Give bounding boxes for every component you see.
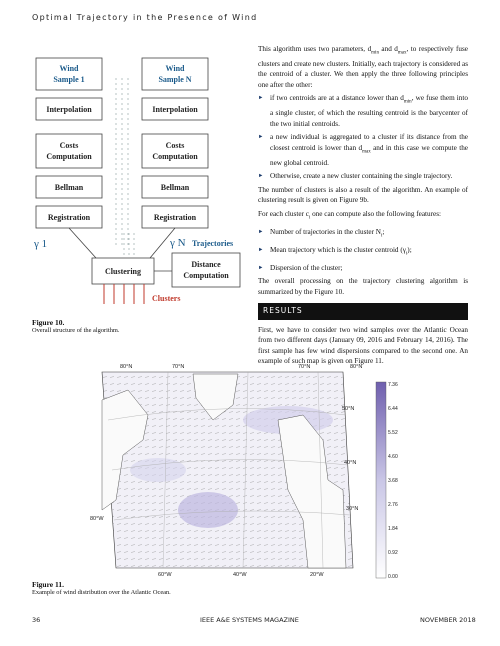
svg-text:50°N: 50°N: [342, 406, 355, 412]
trajectories-label: Trajectories: [192, 239, 234, 248]
svg-text:Computation: Computation: [183, 271, 229, 280]
issue-date: NOVEMBER 2018: [420, 616, 476, 624]
svg-text:Costs: Costs: [165, 141, 185, 150]
svg-text:40°N: 40°N: [344, 460, 357, 466]
wind-map: [88, 360, 410, 582]
colorbar-tick-label: 5.52: [388, 430, 398, 436]
clusters-label: Clusters: [152, 294, 181, 303]
svg-text:Bellman: Bellman: [54, 183, 84, 192]
gamma-n-label: γ N: [170, 237, 186, 249]
colorbar-tick-label: 7.36: [388, 382, 398, 388]
svg-text:Computation: Computation: [46, 152, 92, 161]
page-number: 36: [32, 616, 41, 624]
svg-text:80°W: 80°W: [90, 516, 104, 522]
list-item: ► if two centroids are at a distance lower than $d_{min}$, we fuse them into a single cluster, of which the resulting centroid is the barycenter of the two initial centroids.: [258, 93, 468, 129]
svg-text:70°N: 70°N: [172, 364, 185, 370]
results-heading: RESULTS: [258, 303, 468, 320]
svg-text:40°W: 40°W: [233, 572, 247, 578]
svg-text:Distance: Distance: [191, 260, 221, 269]
paragraph-4: The overall processing on the trajectory clustering algorithm is summarized by the Figure 10.: [258, 277, 468, 296]
figure-11: [88, 360, 410, 587]
right-column: [258, 44, 468, 370]
running-title: Optimal Trajectory in the Presence of Wind: [32, 13, 258, 22]
paragraph-1: This algorithm uses two parameters, $d_{min}$ and $d_{max}$, to respectively fuse clusters and create new clusters. Initially, each trajectory is considered as the centroid of a cluster. We then apply the three following principles one after the other:: [258, 45, 468, 89]
figure-11-caption: Figure 11. Example of wind distribution over the Atlantic Ocean.: [32, 580, 171, 596]
wind-sample-n-box: [142, 58, 208, 90]
gamma-1-label: γ 1: [34, 238, 48, 250]
list-item: ► a new individual is aggregated to a cluster if its distance from the closest centroid is lower than $d_{max}$ and in this case we compute the new global centroid.: [258, 132, 468, 168]
svg-text:70°N: 70°N: [298, 364, 311, 370]
svg-text:Wind: Wind: [59, 64, 79, 73]
svg-text:80°N: 80°N: [350, 364, 363, 370]
colorbar-tick-label: 0.92: [388, 550, 398, 556]
paragraph-2: The number of clusters is also a result of the algorithm. An example of clustering result is given on Figure 9b.: [258, 185, 468, 205]
paragraph-3: For each cluster $c_i$ one can compute also the following features:: [258, 209, 442, 221]
costs-box-n: [142, 134, 208, 168]
svg-text:Clustering: Clustering: [105, 267, 141, 276]
svg-text:20°W: 20°W: [310, 572, 324, 578]
svg-text:Interpolation: Interpolation: [46, 105, 92, 114]
algorithm-diagram: [32, 48, 247, 313]
figure-10: [32, 48, 247, 318]
colorbar-tick-label: 3.68: [388, 478, 398, 484]
svg-text:80°N: 80°N: [120, 364, 133, 370]
colorbar-tick-label: 4.60: [388, 454, 398, 460]
svg-text:Interpolation: Interpolation: [152, 105, 198, 114]
svg-text:Bellman: Bellman: [160, 183, 190, 192]
svg-text:Wind: Wind: [165, 64, 185, 73]
svg-text:Sample 1: Sample 1: [53, 75, 85, 84]
distance-box: [172, 253, 240, 287]
svg-text:Registration: Registration: [153, 213, 197, 222]
svg-text:Sample N: Sample N: [158, 75, 192, 84]
svg-text:30°N: 30°N: [346, 506, 359, 512]
paragraph-5: First, we have to consider two wind samples over the Atlantic Ocean from two different days (January 09, 2016 and February 14, 2016). The first sample has few wind dispersions compared to the second one. An example of such map is given on Figure 11.: [258, 325, 468, 366]
list-item: ► Dispersion of the cluster;: [258, 263, 468, 274]
list-item: ► Mean trajectory which is the cluster centroid $(\gamma_i)$;: [258, 245, 468, 260]
figure-10-caption: Figure 10. Overall structure of the algorithm.: [32, 318, 120, 334]
colorbar-tick-label: 1.84: [388, 526, 398, 532]
colorbar-tick-label: 2.76: [388, 502, 398, 508]
colorbar: [376, 382, 386, 578]
svg-text:Computation: Computation: [152, 152, 198, 161]
svg-text:Costs: Costs: [59, 141, 79, 150]
svg-text:Registration: Registration: [47, 213, 91, 222]
costs-box-1: [36, 134, 102, 168]
list-item: ► Number of trajectories in the cluster $N_i$;: [258, 227, 468, 242]
svg-text:60°W: 60°W: [158, 572, 172, 578]
colorbar-tick-label: 6.44: [388, 406, 398, 412]
list-item: ► Otherwise, create a new cluster containing the single trajectory.: [258, 171, 468, 182]
bullet-list-1: [258, 93, 468, 181]
wind-sample-1-box: [36, 58, 102, 90]
bullet-list-2: [258, 227, 468, 273]
magazine-name: IEEE A&E SYSTEMS MAGAZINE: [200, 616, 299, 624]
colorbar-tick-label: 0.00: [388, 574, 398, 580]
